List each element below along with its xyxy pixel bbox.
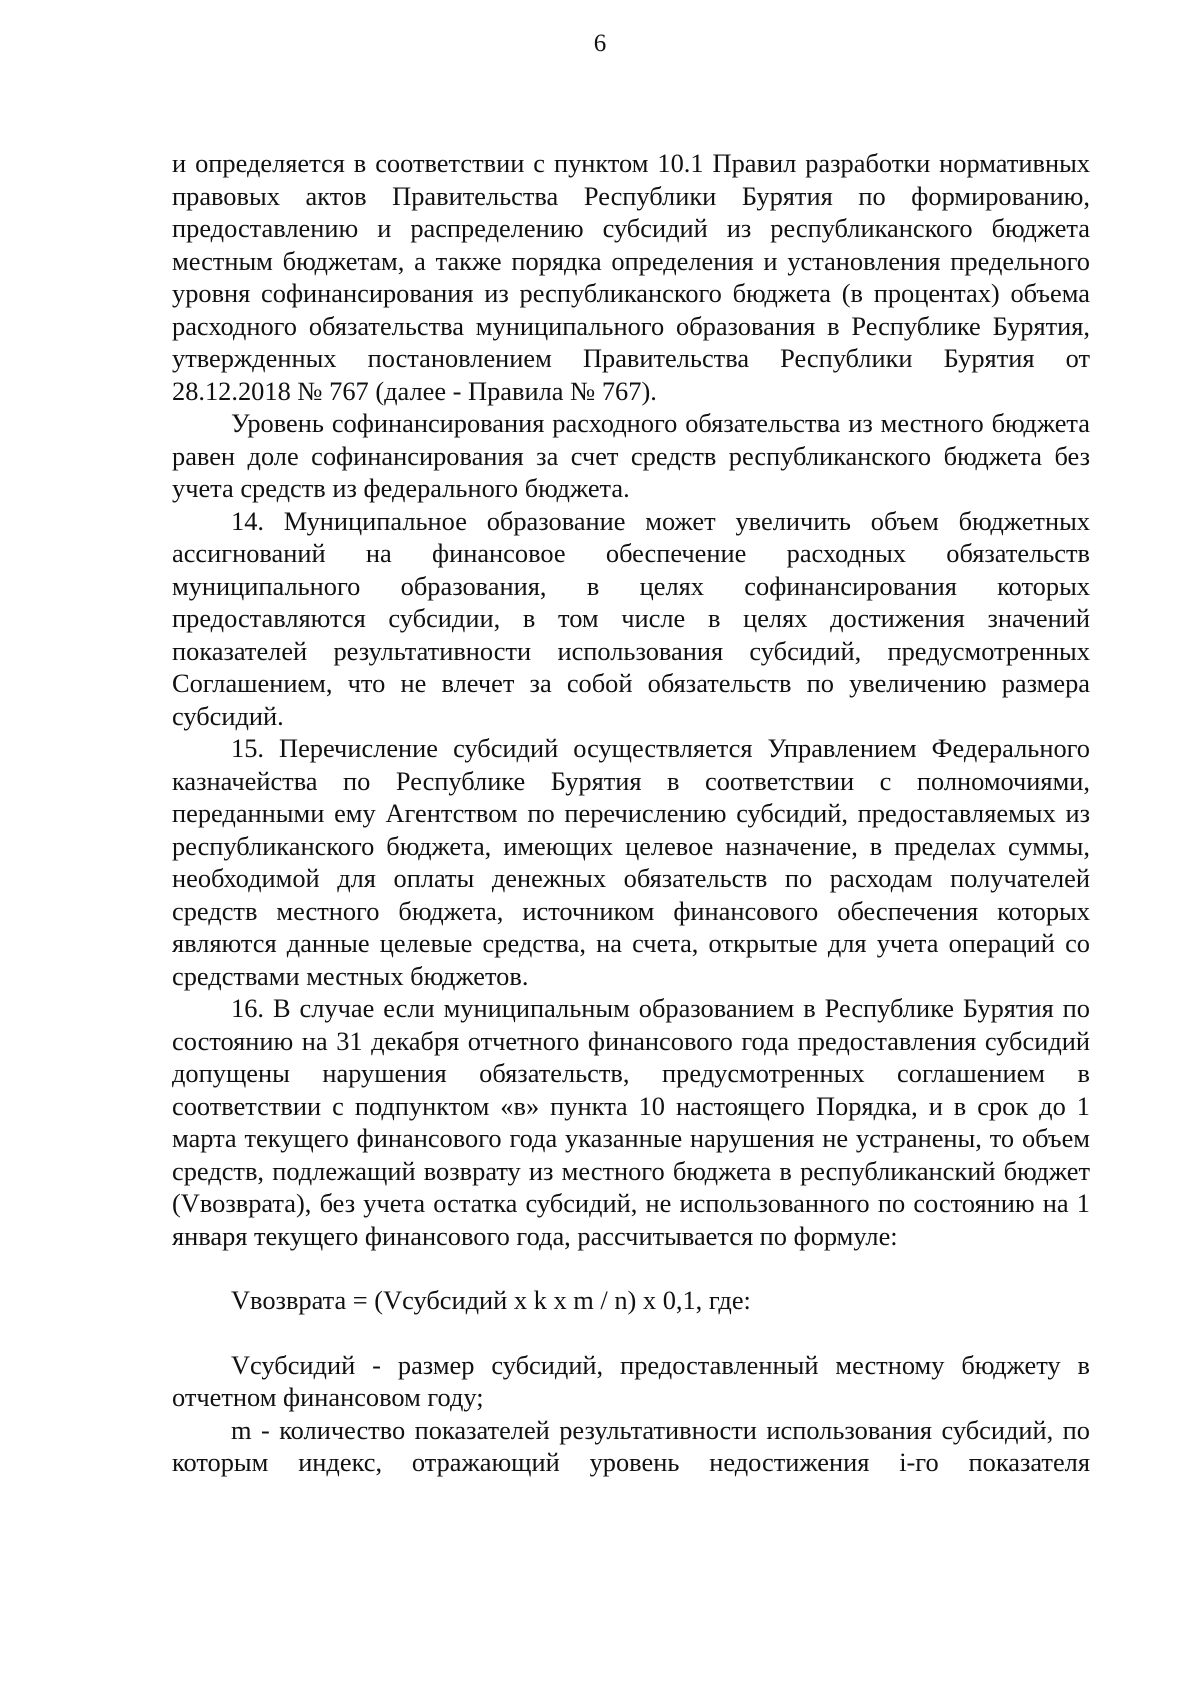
paragraph-15: 15. Перечисление субсидий осуществляется Управлением Федерального казначейства по Республике Бурятия в соответствии с полномочиями, переданными ему Агентством по перечислению субсидий, предоставляемых из республиканского бюджета, имеющих целевое назначение, в пределах суммы, необходимой для оплаты денежных обязательств по расходам получателей средств местного бюджета, источником финансового обеспечения которых являются данные целевые средства, на счета, открытые для учета операций со средствами местных бюджетов. xyxy=(172,733,1090,991)
document-body xyxy=(172,147,1090,1479)
paragraph-14: 14. Муниципальное образование может увеличить объем бюджетных ассигнований на финансовое обеспечение расходных обязательств муниципального образования, в целях софинансирования которых предоставляются субсидии, в том числе в целях достижения значений показателей результативности использования субсидий, предусмотренных Соглашением, что не влечет за собой обязательств по увеличению размера субсидий. xyxy=(172,505,1090,731)
paragraph-16: 16. В случае если муниципальным образованием в Республике Бурятия по состоянию на 31 декабря отчетного финансового года предоставления субсидий допущены нарушения обязательств, предусмотренных соглашением в соответствии с подпунктом «в» пункта 10 настоящего Порядка, и в срок до 1 марта текущего финансового года указанные нарушения не устранены, то объем средств, подлежащий возврату из местного бюджета в республиканский бюджет (Vвозврата), без учета остатка субсидий, не использованного по состоянию на 1 января текущего финансового года, рассчитывается по формуле: xyxy=(172,993,1090,1251)
page-number: 6 xyxy=(593,30,607,57)
definition-m: m - количество показателей результативности использования субсидий, по которым индекс, отражающий уровень недостижения i-го показателя xyxy=(172,1414,1090,1477)
paragraph-rules-reference: и определяется в соответствии с пунктом 10.1 Правил разработки нормативных правовых актов Правительства Республики Бурятия по формированию, предоставлению и распределению субсидий из республиканского бюджета местным бюджетам, а также порядка определения и установления предельного уровня софинансирования из республиканского бюджета (в процентах) объема расходного обязательства муниципального образования в Республике Бурятия, утвержденных постановлением Правительства Республики Бурятия от 28.12.2018 № 767 (далее - Правила № 767). xyxy=(172,148,1090,406)
definition-v-subsidies: Vсубсидий - размер субсидий, предоставленный местному бюджету в отчетном финансовом году; xyxy=(172,1349,1090,1412)
formula: Vвозврата = (Vсубсидий x k x m / n) x 0,1, где: xyxy=(231,1285,751,1315)
paragraph-cofinancing-level: Уровень софинансирования расходного обязательства из местного бюджета равен доле софинансирования за счет средств республиканского бюджета без учета средств из федерального бюджета. xyxy=(172,408,1090,503)
